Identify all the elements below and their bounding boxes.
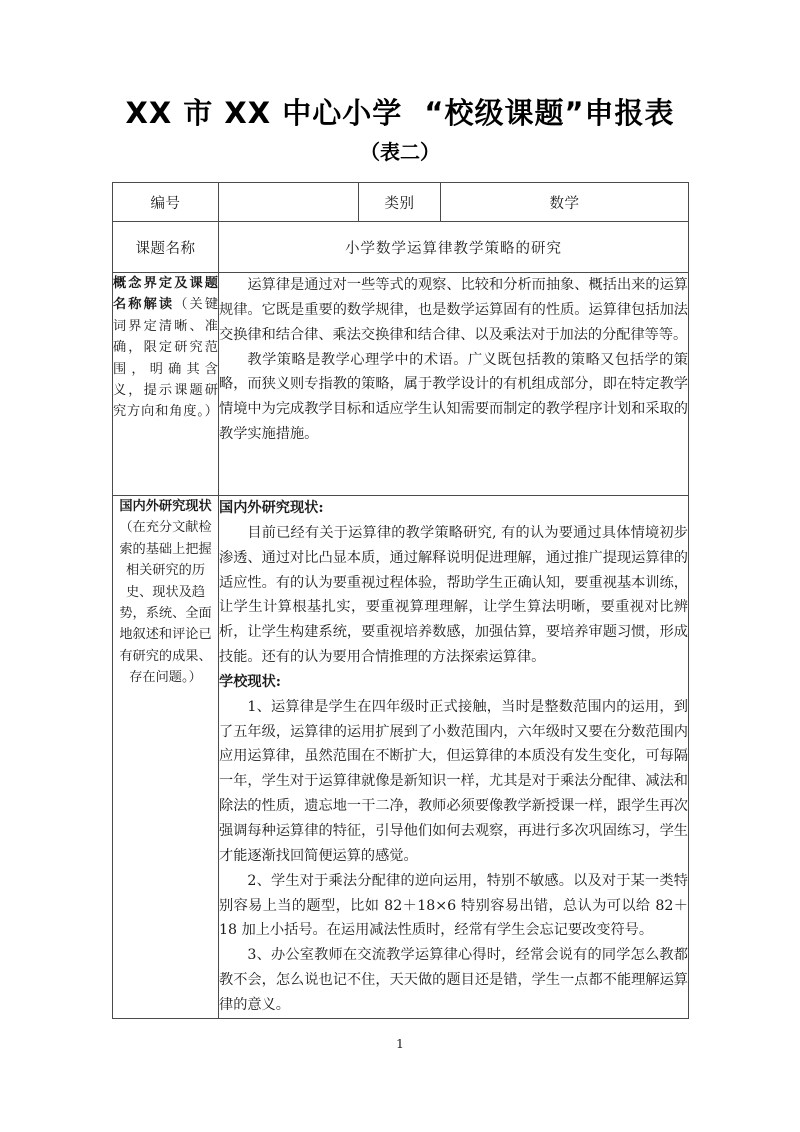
status-heading-domestic: 国内外研究现状: xyxy=(219,500,324,516)
category-label: 类别 xyxy=(384,195,415,212)
status-label-strong: 国内外研究现状 xyxy=(119,499,212,514)
concept-label-block xyxy=(113,273,218,495)
topic-value: 小学数学运算律教学策略的研究 xyxy=(345,240,562,257)
concept-label-strong: 概念界定及课题名称解读 xyxy=(113,276,218,313)
status-label-note: （在充分文献检索的基础上把握相关研究的历史、现状及趋势，系统、全面地叙述和评论已有研究的成果、存在问题。） xyxy=(119,520,212,685)
cell-status-label xyxy=(113,496,219,1019)
table-row-status xyxy=(113,496,689,1019)
cell-topic-label xyxy=(113,222,219,273)
cell-category-label xyxy=(359,183,441,222)
cell-id-label xyxy=(113,183,219,222)
cell-topic-value[interactable] xyxy=(219,222,689,273)
cell-concept-label xyxy=(113,273,219,496)
category-value: 数学 xyxy=(549,195,580,212)
page-subtitle: （表二） xyxy=(360,140,440,165)
cell-id-value[interactable] xyxy=(219,183,359,222)
concept-label-note: （关键词界定清晰、准确，限定研究范围，明确其含义，提示课题研究方向和角度。） xyxy=(113,297,219,420)
id-value xyxy=(219,183,358,221)
cell-concept-body[interactable] xyxy=(219,273,689,496)
table-row-concept xyxy=(113,273,689,496)
page-number: 1 xyxy=(396,1036,404,1051)
concept-paragraph-1: 运算律是通过对一些等式的观察、比较和分析而抽象、概括出来的运算规律。它既是重要的数学规律，也是数学运算固有的性质。运算律包括加法交换律和结合律、乘法交换律和结合律、以及乘法对于加法的分配律等等。 xyxy=(219,277,688,343)
status-school-item-2: 2、学生对于乘法分配律的逆向运用，特别不敏感。以及对于某一类特别容易上当的题型，比如 82＋18×6 特别容易出错，总认为可以给 82＋18 加上小括号。在运用减法性质时，经常有学生会忘记要改变符号。 xyxy=(219,872,688,939)
status-school-item-1: 1、运算律是学生在四年级时正式接触，当时是整数范围内的运用，到了五年级，运算律的运用扩展到了小数范围内，六年级时又要在分数范围内应用运算律，虽然范围在不断扩大，但运算律的本质没有发生变化，可每隔一年，学生对于运算律就像是新知识一样，尤其是对于乘法分配律、减法和除法的性质，遗忘地一干二净，教师必须要像教学新授课一样，跟学生再次强调每种运算律的特征，引导他们如何去观察，再进行多次巩固练习，学生才能逐渐找回简便运算的感觉。 xyxy=(219,698,688,864)
status-label-block xyxy=(113,496,218,966)
concept-paragraph-2: 教学策略是教学心理学中的术语。广义既包括教的策略又包括学的策略，而狭义则专指教的策略，属于教学设计的有机组成部分，即在特定教学情境中为完成教学目标和适应学生认知需要而制定的教学程序计划和采取的教学实施措施。 xyxy=(219,351,688,443)
cell-category-value[interactable] xyxy=(441,183,689,222)
id-label: 编号 xyxy=(150,195,181,212)
table-row-id xyxy=(113,183,689,222)
status-heading-school: 学校现状: xyxy=(219,673,281,690)
page-title: XX 市 XX 中心小学 “校级课题”申报表 xyxy=(125,96,675,130)
status-school-item-3: 3、办公室教师在交流教学运算律心得时，经常会说有的同学怎么教都教不会，怎么说也记不住，天天做的题目还是错，学生一点都不能理解运算律的意义。 xyxy=(219,947,688,1013)
application-form-table xyxy=(112,182,689,1019)
cell-status-body[interactable] xyxy=(219,496,689,1019)
document-header xyxy=(0,95,800,165)
status-paragraph-domestic: 目前已经有关于运算律的教学策略研究, 有的认为要通过具体情境初步渗透、通过对比凸显本质，通过解释说明促进理解，通过推广提现运算律的适应性。有的认为要重视过程体验，帮助学生正确认知，要重视基本训练，让学生计算根基扎实，要重视算理理解，让学生算法明晰，要重视对比辨析，让学生构建系统，要重视培养数感，加强估算，要培养审题习惯，形成技能。还有的认为要用合情推理的方法探索运算律。 xyxy=(219,524,688,666)
topic-label: 课题名称 xyxy=(135,240,196,257)
table-row-topic xyxy=(113,222,689,273)
